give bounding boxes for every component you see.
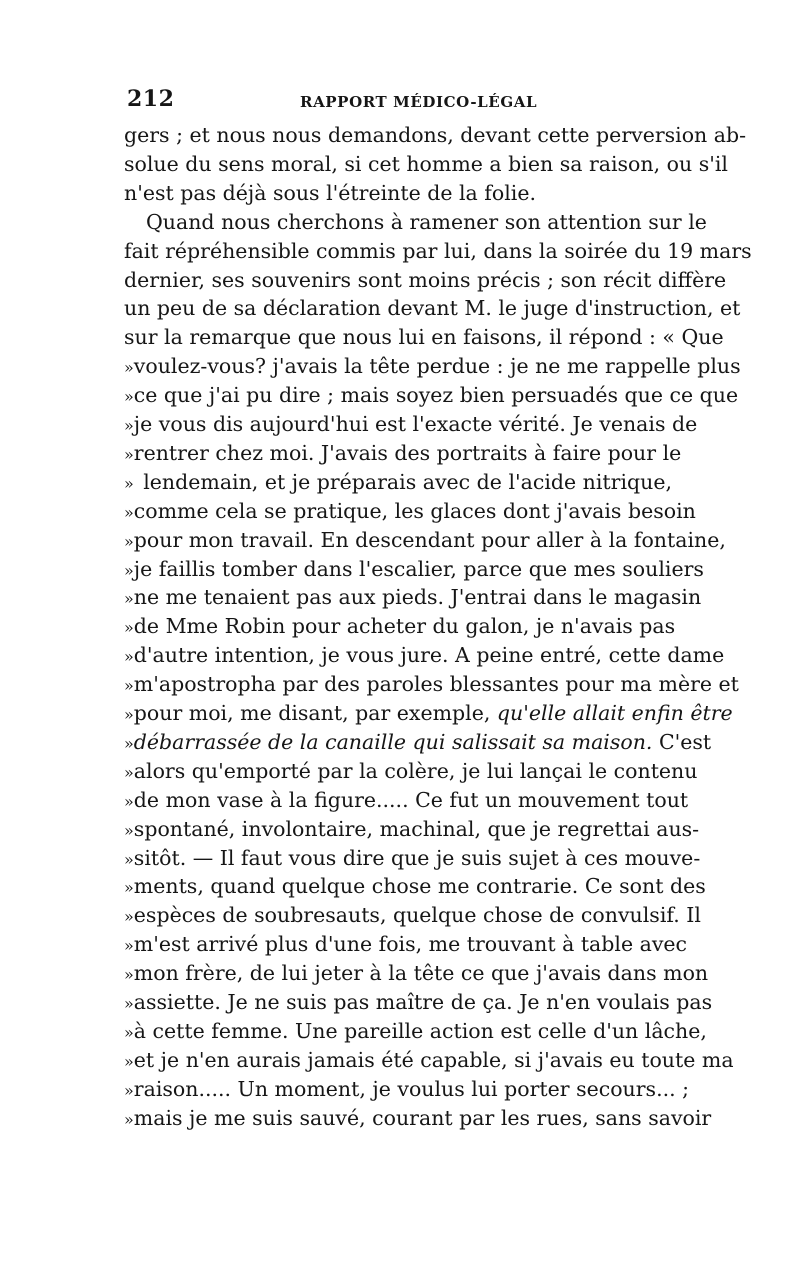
line-text <box>134 669 739 699</box>
quote-mark: » <box>124 531 134 551</box>
text-line <box>124 785 689 815</box>
quote-mark: » <box>124 705 134 724</box>
quote-mark: » <box>124 416 134 435</box>
text-line <box>124 987 713 1017</box>
line-roman-text: je vous dis aujourd'hui est l'exacte vérité. Je venais de <box>133 412 698 436</box>
line-text <box>134 929 687 959</box>
line-roman-text: rentrer chez moi. J'avais des portraits à faire pour le <box>133 440 682 465</box>
text-line <box>124 958 709 988</box>
text-line <box>124 1045 734 1075</box>
quote-mark: » <box>124 791 134 811</box>
line-text <box>143 467 672 497</box>
line-roman-text: d'autre intention, je vous jure. A peine entré, cette dame <box>133 643 725 668</box>
quote-mark: » <box>124 907 134 927</box>
page-number: 212 <box>127 86 175 112</box>
running-head: RAPPORT MÉDICO-LÉGAL <box>300 93 538 111</box>
text-line <box>124 900 701 930</box>
quote-mark: » <box>124 849 134 869</box>
line-text <box>134 611 675 641</box>
text-line <box>124 756 698 786</box>
line-text <box>134 900 701 930</box>
text-line <box>124 1103 712 1133</box>
line-text <box>134 496 696 526</box>
text-line <box>124 496 696 526</box>
line-roman-text: voulez-vous? j'avais la tête perdue : je ne me rappelle plus <box>133 354 741 379</box>
line-italic-text: qu'elle allait enfin être <box>496 701 733 725</box>
line-roman-text: spontané, involontaire, machinal, que je regrettai aus- <box>133 816 700 841</box>
quote-mark: » <box>124 820 134 840</box>
text-line <box>124 525 726 555</box>
line-roman-text: alors qu'emporté par la colère, je lui lançai le contenu <box>133 758 698 783</box>
line-text <box>134 1045 734 1075</box>
quote-mark: » <box>124 676 134 696</box>
line-roman-text: lendemain, et je préparais avec de l'acide nitrique, <box>143 469 672 494</box>
quote-mark: » <box>124 1109 134 1129</box>
line-roman-text: de Mme Robin pour acheter du galon, je n'avais pas <box>133 614 676 639</box>
line-text <box>134 525 726 555</box>
quote-mark: » <box>124 589 134 609</box>
quote-mark: » <box>124 936 134 956</box>
text-line <box>124 380 739 410</box>
text-line <box>124 814 700 844</box>
line-roman-text: ce que j'ai pu dire ; mais soyez bien persuadés que ce que <box>133 383 739 408</box>
line-text <box>134 438 681 468</box>
quote-mark: » <box>124 444 134 464</box>
line-roman-text: espèces de soubresauts, quelque chose de convulsif. Il <box>133 903 701 928</box>
text-line: dernier, ses souvenirs sont moins précis ; son récit diffère <box>124 267 727 292</box>
text-line: n'est pas déjà sous l'étreinte de la folie. <box>124 180 536 205</box>
line-roman-text: comme cela se pratique, les glaces dont j'avais besoin <box>133 498 696 523</box>
line-roman-text: assiette. Je ne suis pas maître de ça. Je n'en voulais pas <box>133 990 713 1014</box>
quote-mark: » <box>124 473 134 493</box>
quote-mark: » <box>124 994 134 1013</box>
text-line <box>124 727 712 757</box>
quote-mark: » <box>124 1051 134 1071</box>
text-line: fait répréhensible commis par lui, dans la soirée du 19 mars <box>124 238 752 263</box>
line-roman-text: ments, quand quelque chose me contrarie. Ce sont des <box>133 874 706 899</box>
line-text <box>134 1074 689 1104</box>
line-text <box>134 351 741 381</box>
line-roman-text: à cette femme. Une pareille action est celle d'un lâche, <box>133 1018 707 1043</box>
line-roman-text: mon frère, de lui jeter à la tête ce que j'avais dans mon <box>133 961 709 986</box>
text-line <box>124 640 725 670</box>
text-line <box>124 698 733 728</box>
text-line <box>124 1016 707 1046</box>
quote-mark: » <box>124 502 134 522</box>
line-roman-text: C'est <box>652 729 712 754</box>
text-line: sur la remarque que nous lui en faisons, il répond : « Que <box>124 325 724 350</box>
quote-mark: » <box>124 647 134 667</box>
line-text <box>134 871 706 901</box>
quote-mark: » <box>124 1022 134 1042</box>
line-roman-text: m'est arrivé plus d'une fois, me trouvant à table avec <box>133 932 688 957</box>
line-roman-text: de mon vase à la figure..... Ce fut un mouvement tout <box>133 787 689 812</box>
text-line <box>124 582 702 612</box>
text-line <box>124 843 701 873</box>
text-line <box>124 611 676 641</box>
quote-mark: » <box>124 560 134 580</box>
quote-mark: » <box>124 878 134 898</box>
text-line <box>124 351 741 381</box>
quote-mark: » <box>124 1080 134 1100</box>
quote-mark: » <box>124 762 134 782</box>
text-line: un peu de sa déclaration devant M. le juge d'instruction, et <box>124 296 741 321</box>
line-text <box>134 756 698 786</box>
text-line: gers ; et nous nous demandons, devant cette perversion ab- <box>124 123 747 147</box>
text-line <box>124 409 698 439</box>
text-line <box>124 871 706 901</box>
line-italic-text: débarrassée de la canaille qui salissait sa maison. <box>133 729 653 754</box>
line-text <box>134 409 697 439</box>
text-line <box>124 467 672 497</box>
line-text <box>134 814 699 844</box>
line-text <box>134 987 712 1017</box>
line-text <box>134 843 700 873</box>
line-text <box>134 727 711 757</box>
line-text <box>134 1103 711 1133</box>
text-line <box>124 929 688 959</box>
line-roman-text: m'apostropha par des paroles blessantes pour ma mère et <box>133 672 739 697</box>
text-line <box>124 438 682 468</box>
quote-mark: » <box>124 965 134 985</box>
text-line <box>124 1074 690 1104</box>
line-text <box>134 380 738 410</box>
quote-mark: » <box>124 358 134 378</box>
line-text <box>134 582 701 612</box>
quote-mark: » <box>124 387 134 407</box>
line-roman-text: je faillis tomber dans l'escalier, parce que mes souliers <box>133 556 704 581</box>
line-roman-text: sitôt. — Il faut vous dire que je suis sujet à ces mouve- <box>133 845 701 870</box>
quote-mark: » <box>124 733 134 753</box>
text-line: Quand nous cherchons à ramener son attention sur le <box>146 209 707 234</box>
line-text <box>134 1016 707 1046</box>
line-text <box>134 698 733 728</box>
line-text <box>134 640 724 670</box>
line-roman-text: raison..... Un moment, je voulus lui porter secours... ; <box>133 1076 690 1101</box>
line-text <box>134 785 688 815</box>
text-line: solue du sens moral, si cet homme a bien sa raison, ou s'il <box>124 151 728 176</box>
line-text <box>134 554 704 584</box>
quote-mark: » <box>124 618 134 638</box>
line-roman-text: ne me tenaient pas aux pieds. J'entrai dans le magasin <box>133 585 702 610</box>
line-roman-text: mais je me suis sauvé, courant par les rues, sans savoir <box>133 1105 712 1130</box>
line-text <box>134 958 708 988</box>
line-roman-text: pour moi, me disant, par exemple, <box>133 701 497 725</box>
text-line <box>124 554 704 584</box>
line-roman-text: pour mon travail. En descendant pour aller à la fontaine, <box>133 527 726 552</box>
text-line <box>124 669 739 699</box>
line-roman-text: et je n'en aurais jamais été capable, si j'avais eu toute ma <box>133 1047 734 1072</box>
